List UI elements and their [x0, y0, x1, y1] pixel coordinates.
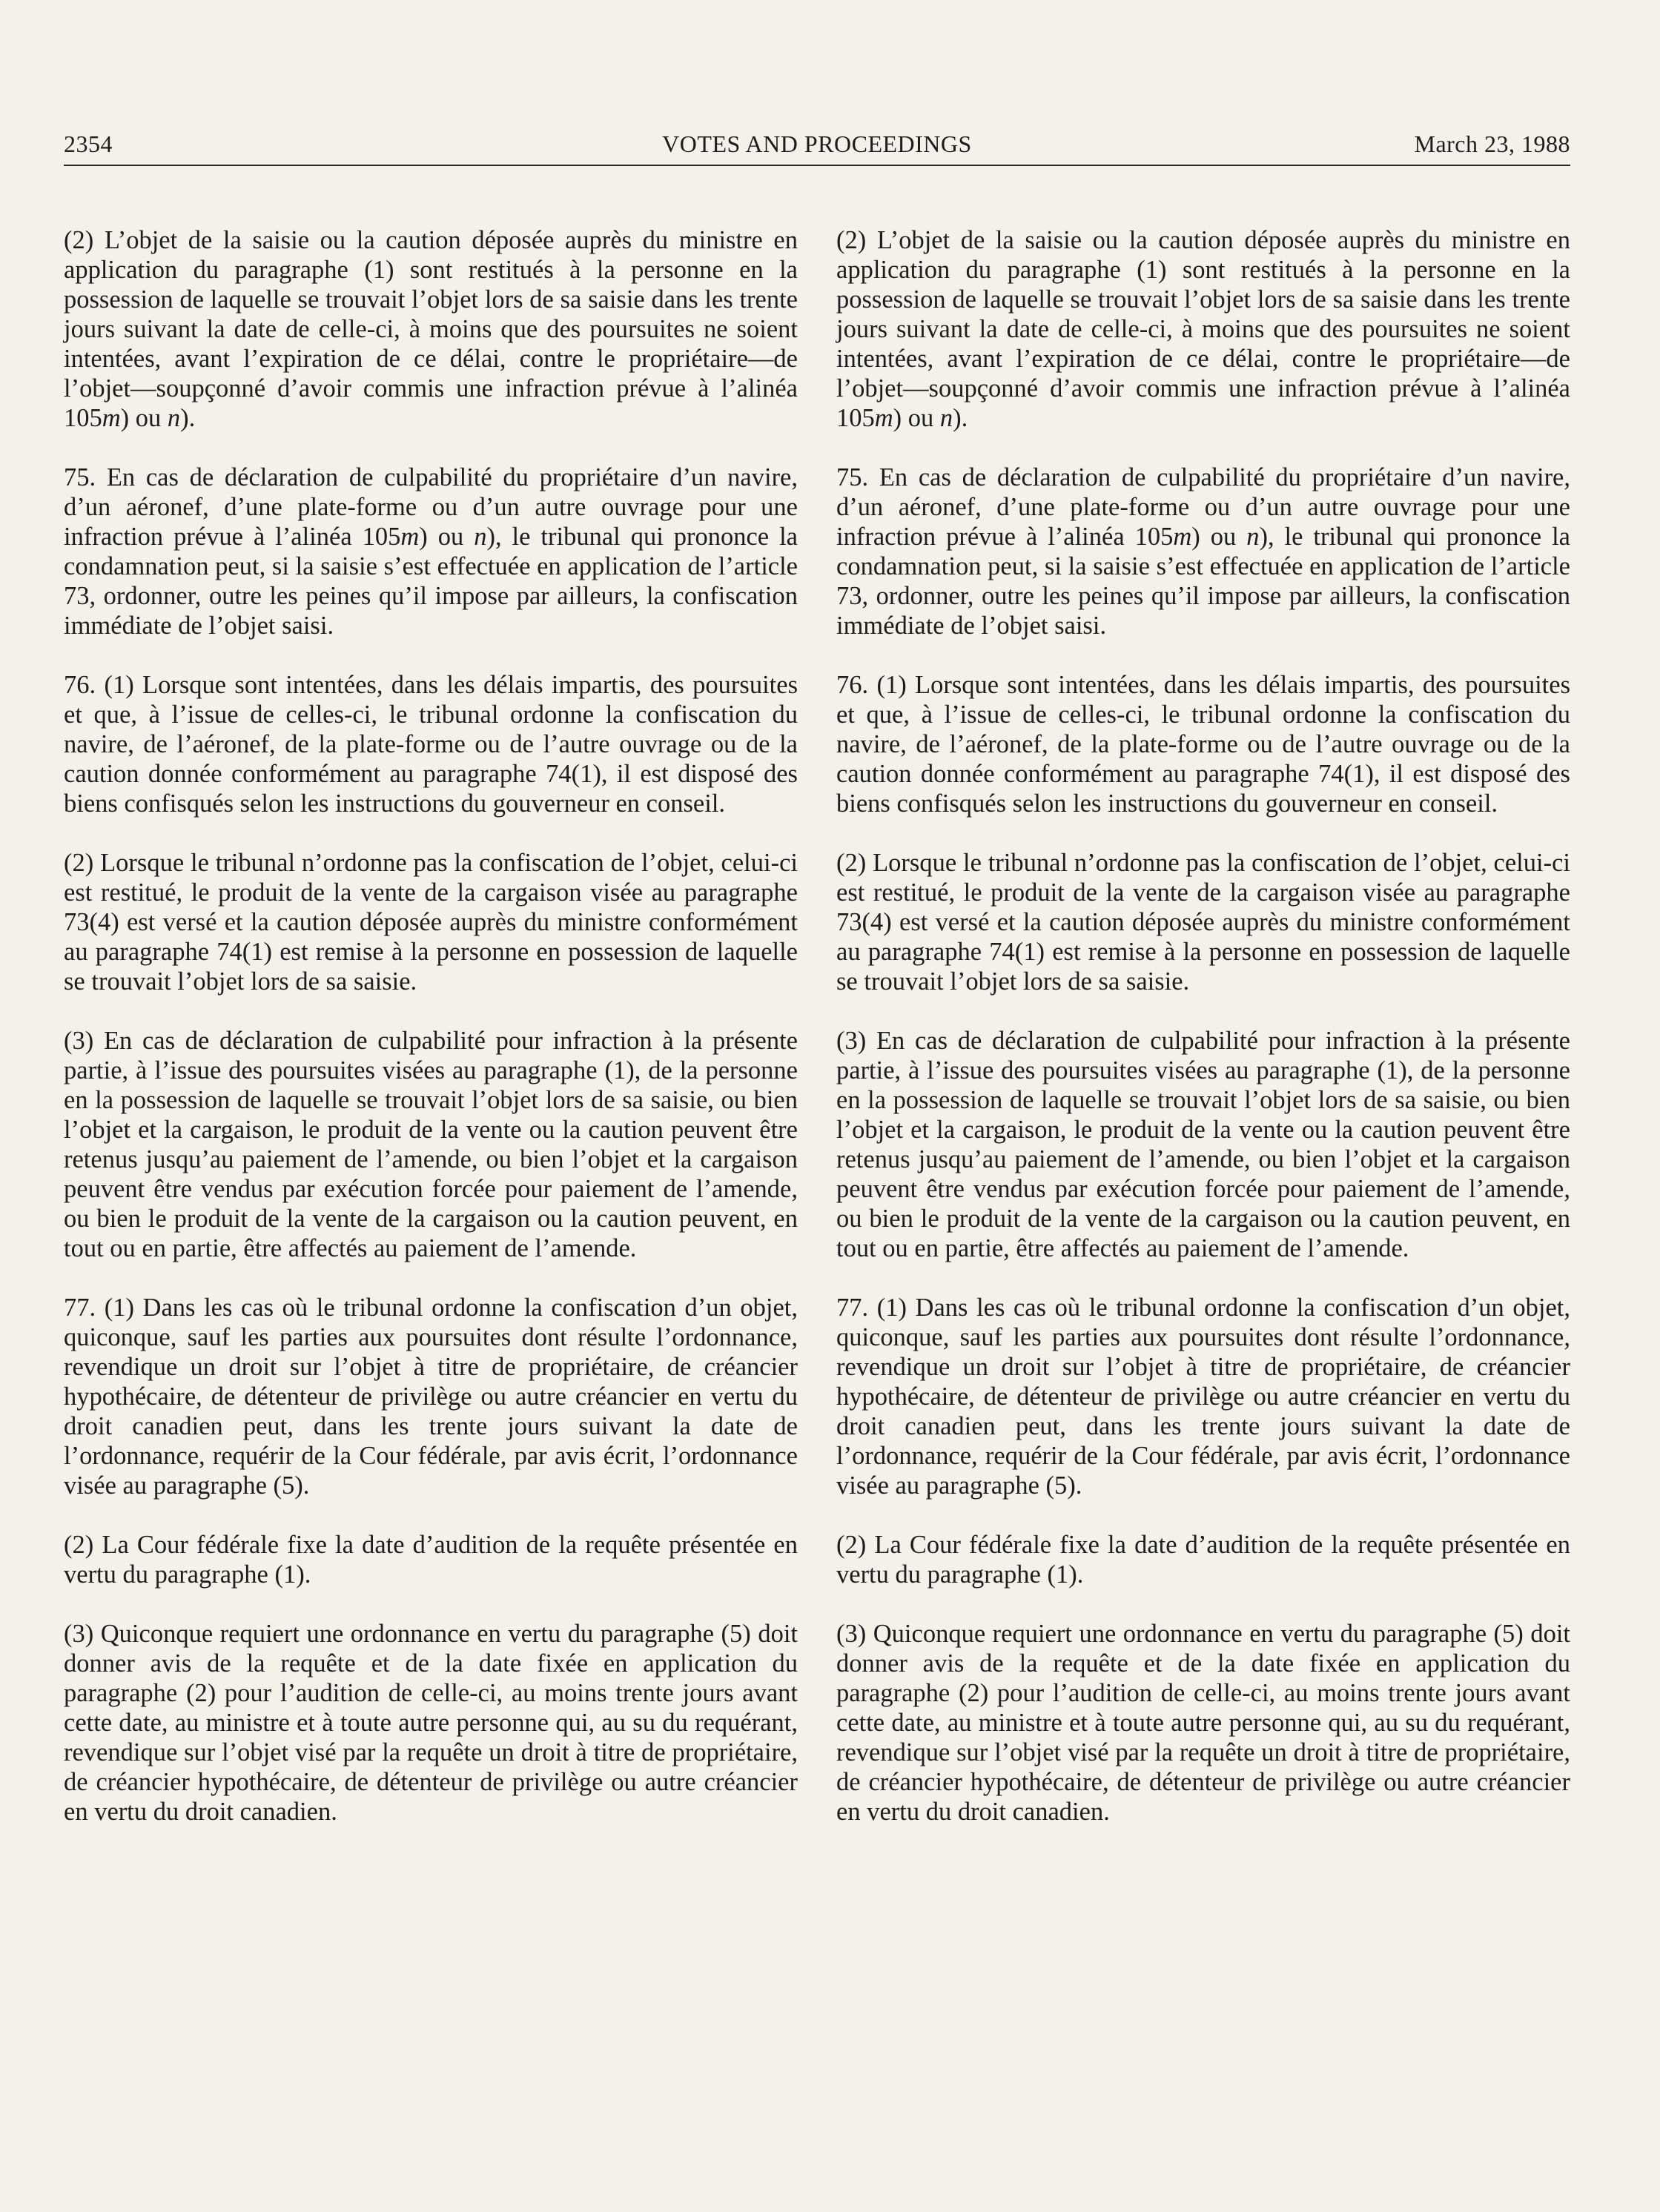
paragraph-77-3: (3) Quiconque requiert une ordonnance en vertu du paragraphe (5) doit donner avis de la requête et de la date fixée en application du paragraphe (2) pour l’audition de celle-ci, au moins trente jours avant cette date, au ministre et à toute autre personne qui, au su du requérant, revendique sur l’objet visé par la requête un droit à titre de propriétaire, de créancier hypothécaire, de détenteur de privilège ou autre créancier en vertu du droit canadien. — [64, 1620, 798, 1826]
paragraph-77-1: 77. (1) Dans les cas où le tribunal ordonne la confiscation d’un objet, quiconque, sauf les parties aux poursuites dont résulte l’ordonnance, revendique un droit sur l’objet à titre de propriétaire, de créancier hypothécaire, de détenteur de privilège ou autre créancier en vertu du droit canadien peut, dans les trente jours suivant la date de l’ordonnance, requérir de la Cour fédérale, par avis écrit, l’ordonnance visée au paragraphe (5). — [64, 1294, 798, 1500]
paragraph-76-2: (2) Lorsque le tribunal n’ordonne pas la confiscation de l’objet, celui-ci est restitué, le produit de la vente de la cargaison visée au paragraphe 73(4) est versé et la caution déposée auprès du ministre conformément au paragraphe 74(1) est remise à la personne en possession de laquelle se trouvait l’objet lors de sa saisie. — [64, 849, 798, 996]
paragraph-77-2: (2) La Cour fédérale fixe la date d’audition de la requête présentée en vertu du paragraphe (1). — [836, 1531, 1570, 1589]
sitting-date: March 23, 1988 — [1414, 130, 1570, 157]
page-number: 2354 — [64, 130, 113, 157]
paragraph-76-2: (2) Lorsque le tribunal n’ordonne pas la confiscation de l’objet, celui-ci est restitué, le produit de la vente de la cargaison visée au paragraphe 73(4) est versé et la caution déposée auprès du ministre conformément au paragraphe 74(1) est remise à la personne en possession de laquelle se trouvait l’objet lors de sa saisie. — [836, 849, 1570, 996]
paragraph-76-3: (3) En cas de déclaration de culpabilité pour infraction à la présente partie, à l’issue des poursuites visées au paragraphe (1), de la personne en la possession de laquelle se trouvait l’objet lors de sa saisie, ou bien l’objet et la cargaison, le produit de la vente ou la caution peuvent être retenus jusqu’au paiement de l’amende, ou bien l’objet et la cargaison peuvent être vendus par exécution forcée pour paiement de l’amende, ou bien le produit de la vente de la cargaison ou la caution peuvent, en tout ou en partie, être affectés au paiement de l’amende. — [836, 1027, 1570, 1262]
paragraph-74-2: (2) L’objet de la saisie ou la caution déposée auprès du ministre en application du paragraphe (1) sont restitués à la personne en la possession de laquelle se trouvait l’objet lors de sa saisie dans les trente jours suivant la date de celle-ci, à moins que des poursuites ne soient intentées, avant l’expiration de ce délai, contre le propriétaire—de l’objet—soupçonné d’avoir commis une infraction prévue à l’alinéa 105m) ou n). — [836, 226, 1570, 432]
paragraph-75: 75. En cas de déclaration de culpabilité du propriétaire d’un navire, d’un aéronef, d’une plate-forme ou d’un autre ouvrage pour une infraction prévue à l’alinéa 105m) ou n), le tribunal qui prononce la condamnation peut, si la saisie s’est effectuée en application de l’article 73, ordonner, outre les peines qu’il impose par ailleurs, la confiscation immédiate de l’objet saisi. — [64, 463, 798, 640]
header-rule — [64, 165, 1570, 166]
running-header — [64, 130, 1570, 165]
paragraph-76-3: (3) En cas de déclaration de culpabilité pour infraction à la présente partie, à l’issue des poursuites visées au paragraphe (1), de la personne en la possession de laquelle se trouvait l’objet lors de sa saisie, ou bien l’objet et la cargaison, le produit de la vente ou la caution peuvent être retenus jusqu’au paiement de l’amende, ou bien l’objet et la cargaison peuvent être vendus par exécution forcée pour paiement de l’amende, ou bien le produit de la vente de la cargaison ou la caution peuvent, en tout ou en partie, être affectés au paiement de l’amende. — [64, 1027, 798, 1262]
paragraph-76-1: 76. (1) Lorsque sont intentées, dans les délais impartis, des poursuites et que, à l’issue de celles-ci, le tribunal ordonne la confiscation du navire, de l’aéronef, de la plate-forme ou de l’autre ouvrage ou de la caution donnée conformément au paragraphe 74(1), il est disposé des biens confisqués selon les instructions du gouverneur en conseil. — [836, 671, 1570, 818]
paragraph-74-2: (2) L’objet de la saisie ou la caution déposée auprès du ministre en application du paragraphe (1) sont restitués à la personne en la possession de laquelle se trouvait l’objet lors de sa saisie dans les trente jours suivant la date de celle-ci, à moins que des poursuites ne soient intentées, avant l’expiration de ce délai, contre le propriétaire—de l’objet—soupçonné d’avoir commis une infraction prévue à l’alinéa 105m) ou n). — [64, 226, 798, 432]
paragraph-77-3: (3) Quiconque requiert une ordonnance en vertu du paragraphe (5) doit donner avis de la requête et de la date fixée en application du paragraphe (2) pour l’audition de celle-ci, au moins trente jours avant cette date, au ministre et à toute autre personne qui, au su du requérant, revendique sur l’objet visé par la requête un droit à titre de propriétaire, de créancier hypothécaire, de détenteur de privilège ou autre créancier en vertu du droit canadien. — [836, 1620, 1570, 1826]
paragraph-76-1: 76. (1) Lorsque sont intentées, dans les délais impartis, des poursuites et que, à l’issue de celles-ci, le tribunal ordonne la confiscation du navire, de l’aéronef, de la plate-forme ou de l’autre ouvrage ou de la caution donnée conformément au paragraphe 74(1), il est disposé des biens confisqués selon les instructions du gouverneur en conseil. — [64, 671, 798, 818]
right-column — [836, 225, 1570, 1856]
paragraph-75: 75. En cas de déclaration de culpabilité du propriétaire d’un navire, d’un aéronef, d’une plate-forme ou d’un autre ouvrage pour une infraction prévue à l’alinéa 105m) ou n), le tribunal qui prononce la condamnation peut, si la saisie s’est effectuée en application de l’article 73, ordonner, outre les peines qu’il impose par ailleurs, la confiscation immédiate de l’objet saisi. — [836, 463, 1570, 640]
paragraph-77-2: (2) La Cour fédérale fixe la date d’audition de la requête présentée en vertu du paragraphe (1). — [64, 1531, 798, 1589]
left-column — [64, 225, 798, 1856]
journal-title: VOTES AND PROCEEDINGS — [662, 130, 972, 157]
paragraph-77-1: 77. (1) Dans les cas où le tribunal ordonne la confiscation d’un objet, quiconque, sauf les parties aux poursuites dont résulte l’ordonnance, revendique un droit sur l’objet à titre de propriétaire, de créancier hypothécaire, de détenteur de privilège ou autre créancier en vertu du droit canadien peut, dans les trente jours suivant la date de l’ordonnance, requérir de la Cour fédérale, par avis écrit, l’ordonnance visée au paragraphe (5). — [836, 1294, 1570, 1500]
